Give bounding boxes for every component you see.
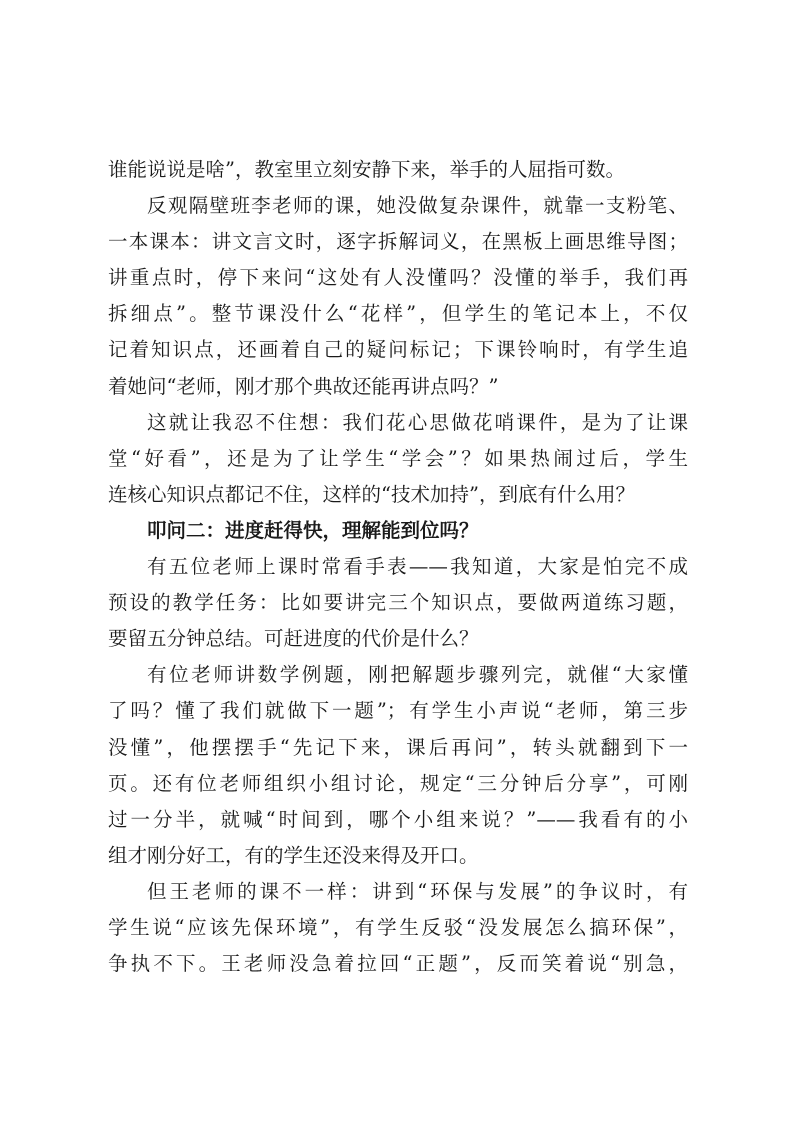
paragraph-line: 组才刚分好工，有的学生还没来得及开口。 bbox=[108, 843, 479, 867]
paragraph-line: 学生说“应该先保环境”，有学生反驳“没发展怎么搞环保”， bbox=[108, 915, 688, 939]
paragraph-line: 没懂”，他摆摆手“先记下来，课后再问”，转头就翻到下一 bbox=[108, 735, 688, 759]
paragraph-line: 讲重点时，停下来问“这处有人没懂吗？没懂的举手，我们再 bbox=[108, 266, 688, 290]
paragraph-line: 有五位老师上课时常看手表——我知道，大家是怕完不成 bbox=[147, 555, 688, 579]
paragraph-line: 谁能说说是啥”，教室里立刻安静下来，举手的人屈指可数。 bbox=[108, 158, 625, 181]
paragraph-line: 过一分半，就喊“时间到，哪个小组来说？”——我看有的小 bbox=[108, 807, 688, 831]
paragraph-line: 记着知识点，还画着自己的疑问标记；下课铃响时，有学生追 bbox=[108, 338, 688, 362]
paragraph-line: 反观隔壁班李老师的课，她没做复杂课件，就靠一支粉笔、 bbox=[147, 194, 688, 218]
paragraph-line: 预设的教学任务：比如要讲完三个知识点，要做两道练习题， bbox=[108, 591, 688, 615]
paragraph-line: 争执不下。王老师没急着拉回“正题”，反而笑着说“别急， bbox=[108, 952, 688, 976]
paragraph-line: 一本课本：讲文言文时，逐字拆解词义，在黑板上画思维导图； bbox=[108, 230, 688, 254]
paragraph-line: 页。还有位老师组织小组讨论，规定“三分钟后分享”，可刚 bbox=[108, 771, 688, 795]
paragraph-line: 这就让我忍不住想：我们花心思做花哨课件，是为了让课 bbox=[147, 410, 688, 434]
paragraph-line: 堂“好看”，还是为了让学生“学会”？如果热闹过后，学生 bbox=[108, 446, 688, 470]
paragraph-line: 但王老师的课不一样：讲到“环保与发展”的争议时，有 bbox=[147, 879, 688, 903]
paragraph-line: 有位老师讲数学例题，刚把解题步骤列完，就催“大家懂 bbox=[147, 663, 688, 687]
paragraph-line: 了吗？懂了我们就做下一题”；有学生小声说“老师，第三步 bbox=[108, 699, 688, 723]
paragraph-line: 着她问“老师，刚才那个典故还能再讲点吗？” bbox=[108, 374, 499, 398]
paragraph-line: 要留五分钟总结。可赶进度的代价是什么？ bbox=[108, 627, 479, 651]
paragraph-line: 连核心知识点都记不住，这样的“技术加持”，到底有什么用？ bbox=[108, 482, 635, 506]
document-body bbox=[108, 152, 688, 982]
section-heading: 叩问二：进度赶得快，理解能到位吗？ bbox=[147, 518, 479, 542]
paragraph-line: 拆细点”。整节课没什么“花样”，但学生的笔记本上，不仅 bbox=[108, 302, 688, 326]
